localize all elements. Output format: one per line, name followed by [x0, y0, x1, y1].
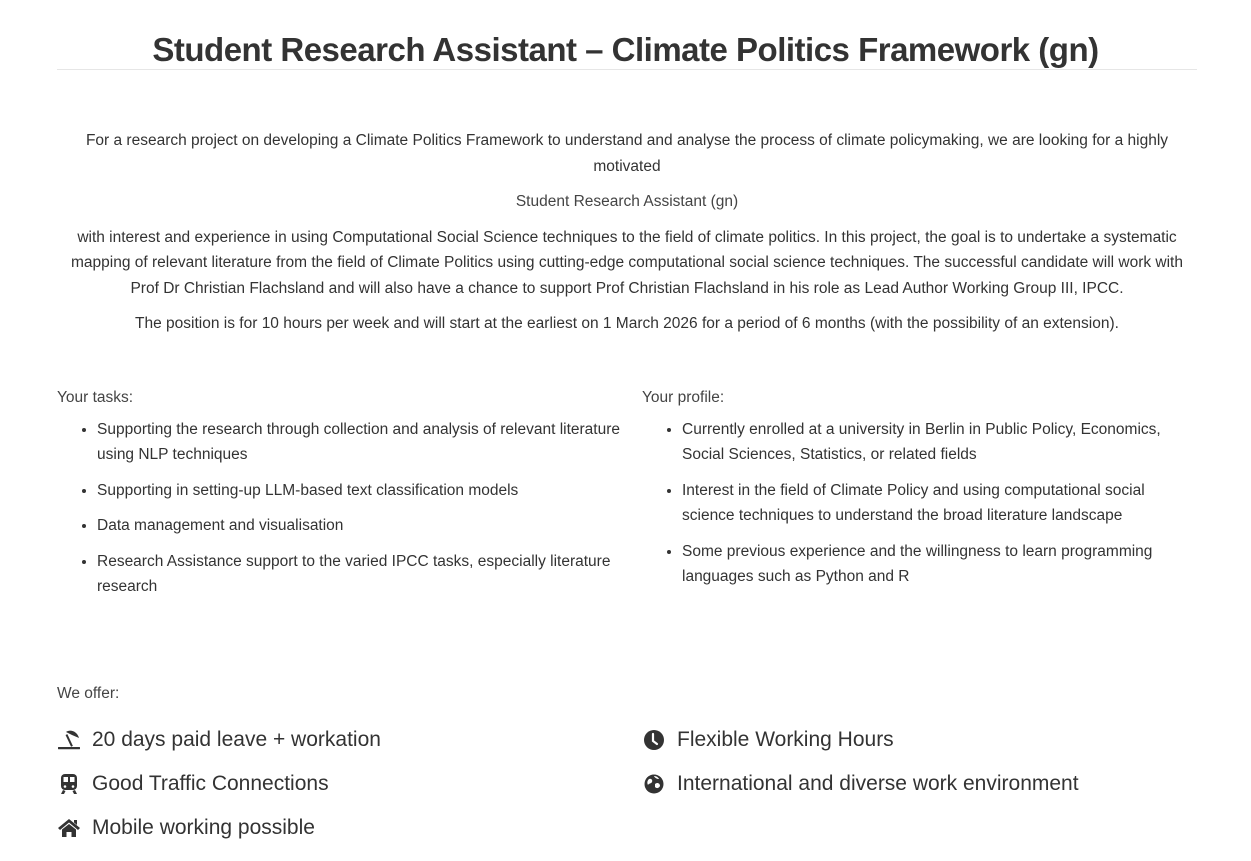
offer-list	[57, 718, 1197, 850]
offer-label: 20 days paid leave + workation	[92, 728, 381, 751]
title-divider	[57, 69, 1197, 70]
intro-paragraph: For a research project on developing a Climate Politics Framework to understand and analyse the process of climate policymaking, we are looking for a highly motivated	[85, 132, 1169, 175]
intro-section	[57, 128, 1197, 347]
home-icon	[57, 816, 81, 840]
offer-label: Good Traffic Connections	[92, 772, 329, 795]
profile-heading: Your profile:	[642, 389, 725, 406]
offer-label: Mobile working possible	[92, 816, 315, 839]
tasks-list	[57, 417, 642, 600]
offer-item-mobile-working	[57, 806, 642, 850]
profile-item: • Currently enrolled at a university in Berlin in Public Policy, Economics, Social Sciences, Statistics, or related fields	[682, 417, 1197, 468]
profile-column	[642, 385, 1197, 610]
tasks-column	[57, 385, 642, 610]
offer-label: Flexible Working Hours	[677, 728, 894, 751]
offer-item-paid-leave	[57, 718, 642, 762]
offer-item-international	[642, 762, 1197, 806]
profile-item: • Interest in the field of Climate Policy and using computational social science techniques to understand the broad literature landscape	[682, 478, 1197, 529]
task-item: • Data management and visualisation	[97, 513, 642, 539]
task-item: • Research Assistance support to the varied IPCC tasks, especially literature research	[97, 549, 642, 600]
task-item: • Supporting the research through collection and analysis of relevant literature using NLP techniques	[97, 417, 642, 468]
intro-paragraph: with interest and experience in using Computational Social Science techniques to the field of climate politics. In this project, the goal is to undertake a systematic mapping of relevant literature from the field of Climate Politics using cutting-edge computational social science techniques. The successful candidate will work with Prof Dr Christian Flachsland and will also have a chance to support Prof Christian Flachsland in his role as Lead Author Working Group III, IPCC.	[71, 228, 1183, 297]
train-icon	[57, 772, 81, 796]
clock-icon	[642, 728, 666, 752]
profile-item: • Some previous experience and the willingness to learn programming languages such as Python and R	[682, 539, 1197, 590]
tasks-heading: Your tasks:	[57, 389, 134, 406]
offer-heading: We offer:	[57, 685, 120, 702]
beach-umbrella-icon	[57, 728, 81, 752]
offer-label: International and diverse work environment	[677, 772, 1079, 795]
page-title: Student Research Assistant – Climate Politics Framework (gn)	[152, 31, 1099, 69]
globe-icon	[642, 772, 666, 796]
offer-item-traffic	[57, 762, 642, 806]
tasks-profile-section	[57, 385, 1197, 610]
task-item: • Supporting in setting-up LLM-based text classification models	[97, 478, 642, 504]
profile-list	[642, 417, 1197, 590]
position-name: Student Research Assistant (gn)	[515, 193, 739, 210]
intro-paragraph: The position is for 10 hours per week and will start at the earliest on 1 March 2026 for a period of 6 months (with the possibility of an extension).	[135, 315, 1119, 332]
offer-item-flexible-hours	[642, 718, 1197, 762]
